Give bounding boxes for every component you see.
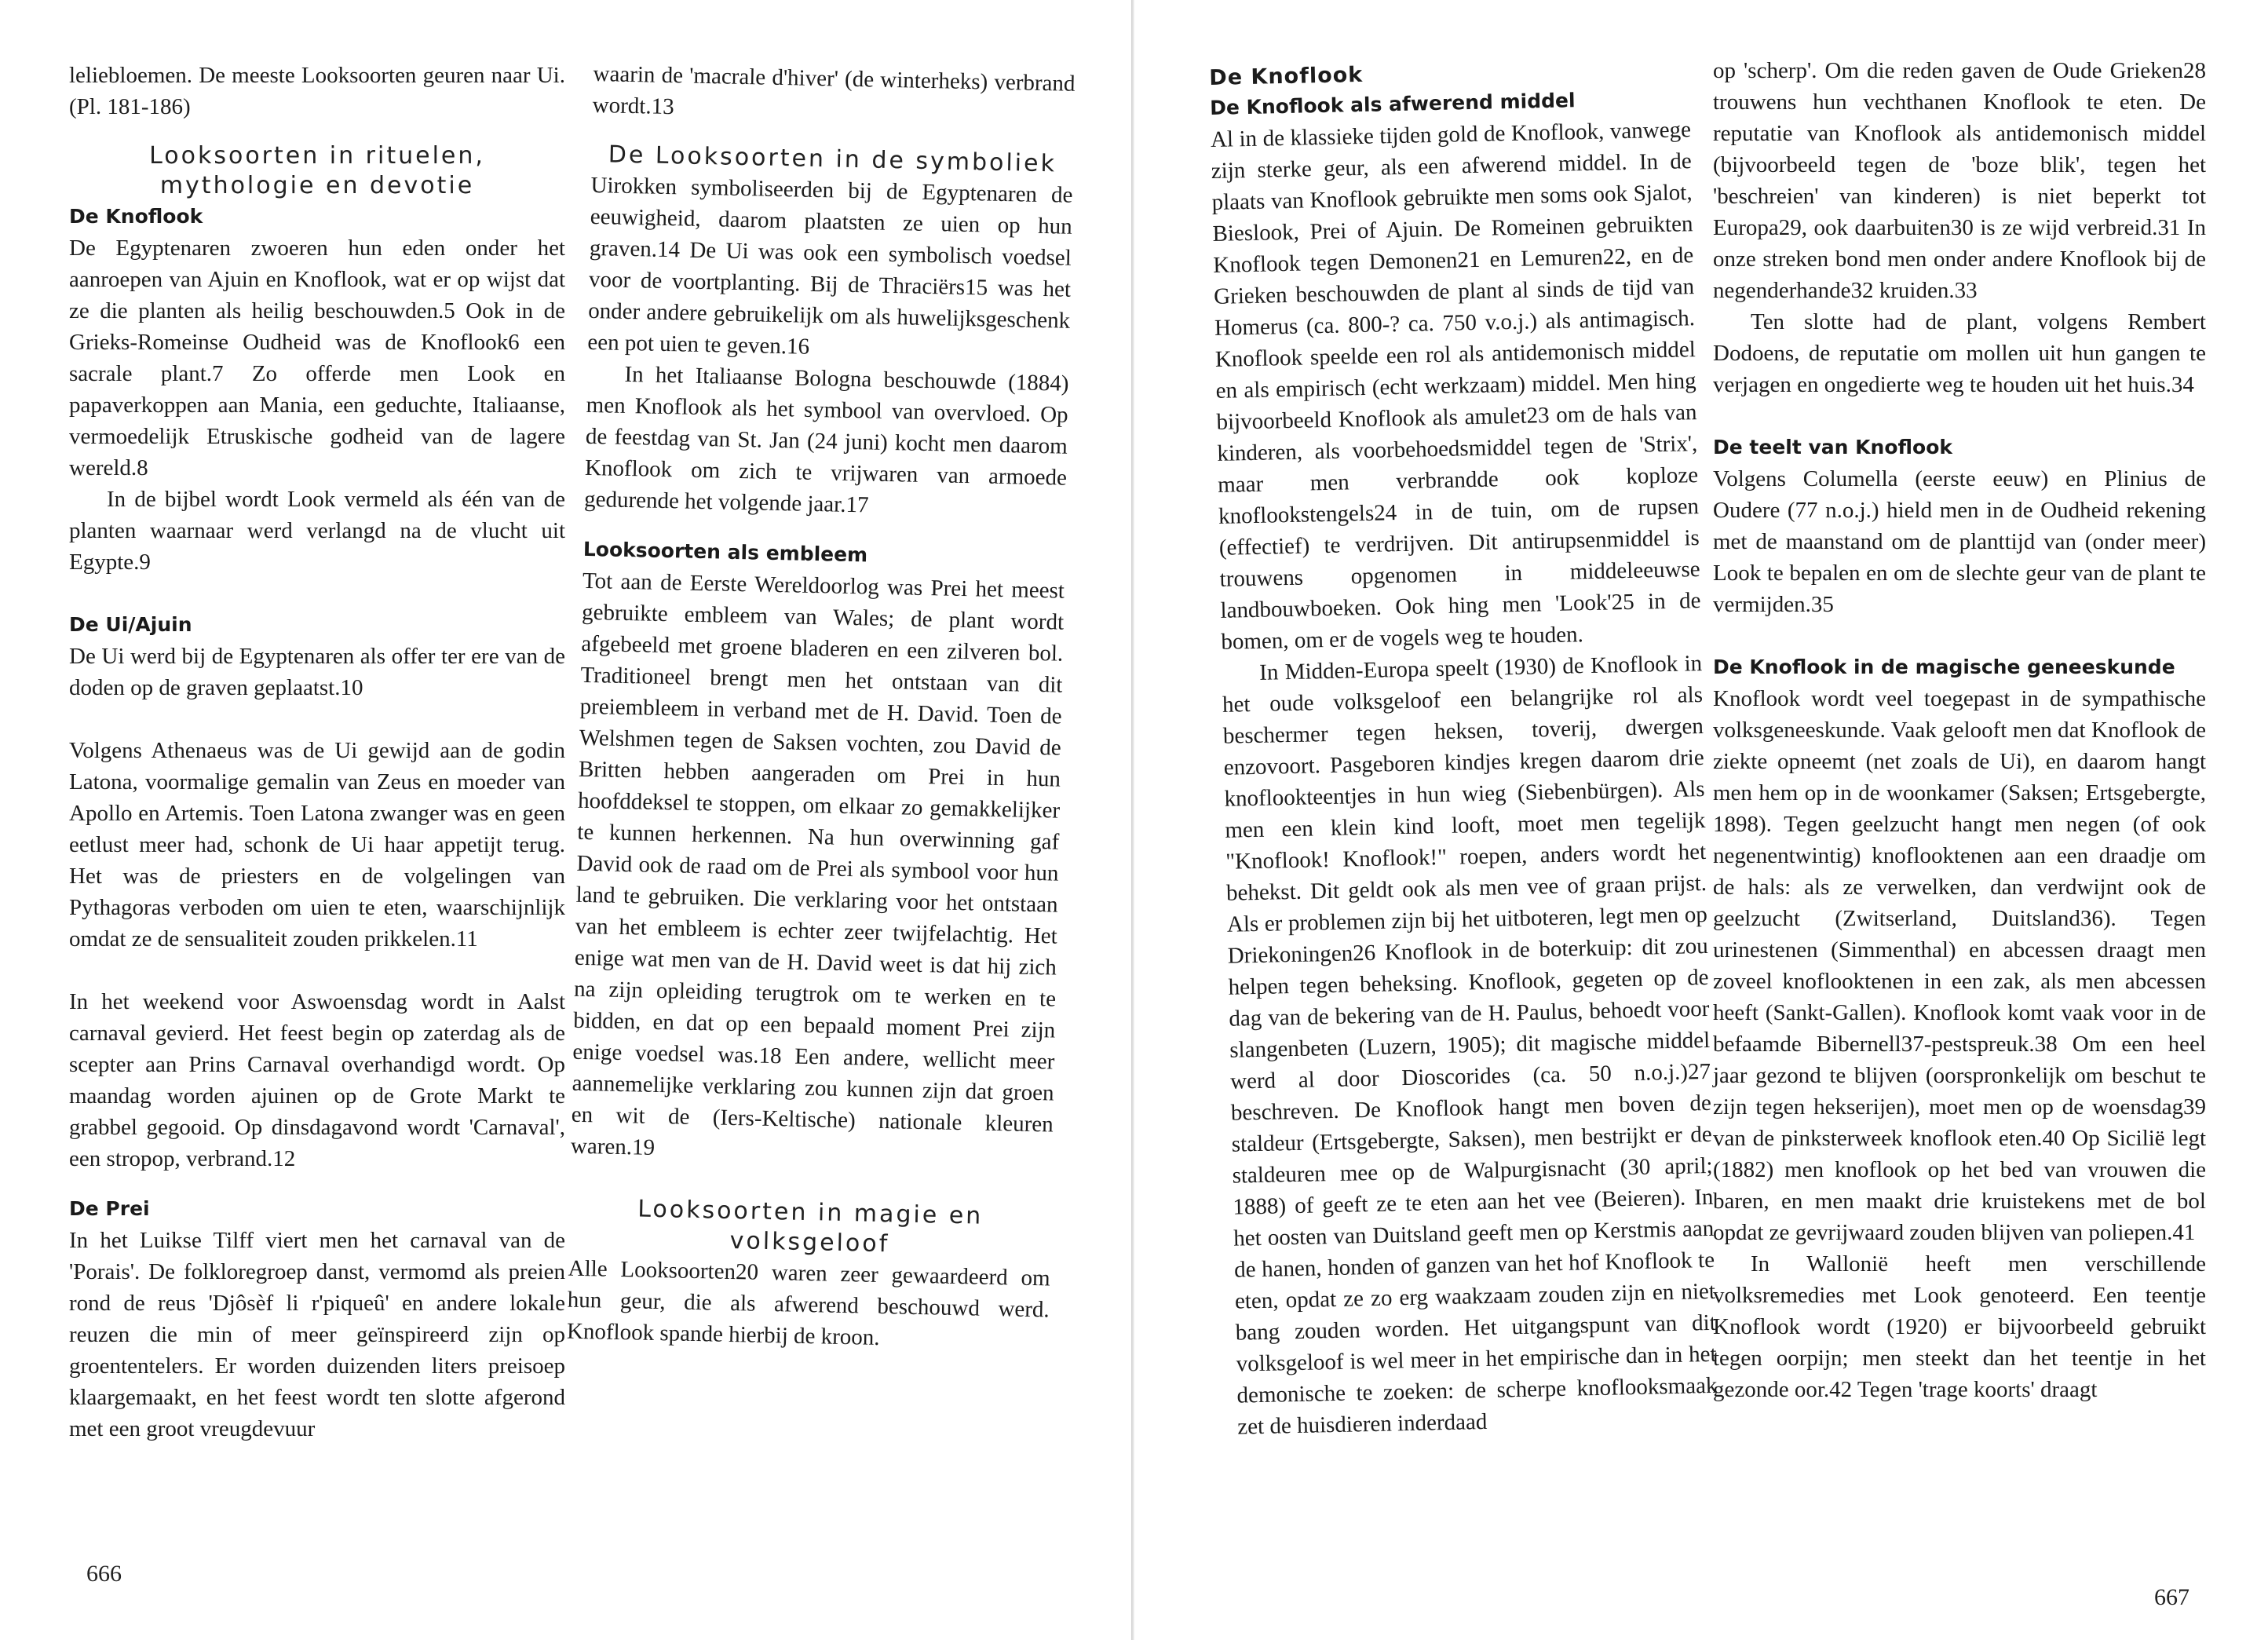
paragraph-afwerend-1: Al in de klassieke tijden gold de Knoflook, vanwege zijn sterke geur, als een afwerend middel. In de plaats van Knoflook gebruikte men soms ook Sjalot, Bieslook, Prei of Ajuin. De Romeinen gebruikten Knoflook tegen Demonen21 en Lemuren22, en de Grieken beschouwden de plant al sinds de tijd van Homerus (ca. 800-? ca. 750 v.o.j.) als antimagisch. Knoflook speelde een rol als antidemonisch middel en als empirisch (echt werkzaam) middel. Men hing bijvoorbeeld Knoflook als amulet23 om de hals van kinderen, als voorbehoedsmiddel tegen de 'Strix', maar men verbrandde ook koploze knoflookstengels24 in de tuin, om de rupsen (effectief) te verdrijven. Dit antirupsenmiddel is trouwens opgenomen in middeleeuwse landbouwboeken. Ook hing men 'Look'25 in de bomen, om er de vogels weg te houden. (1210, 117, 1701, 655)
paragraph-ui-1: De Ui werd bij de Egyptenaren als offer ter ere van de doden op de graven geplaatst.10 (69, 644, 565, 700)
paragraph-knoflook-2: In de bijbel wordt Look vermeld als één van de planten waarnaar werd verlangd na de vlucht uit Egypte.9 (69, 487, 565, 575)
subheading-embleem: Looksoorten als embleem (583, 537, 868, 567)
subheading-knoflook: De Knoflook (69, 205, 203, 228)
section-title-rituelen: Looksoorten in rituelen, mythologie en devotie (149, 142, 485, 199)
right-page-column-1 (1209, 54, 1718, 1442)
paragraph-afwerend-2: In Midden-Europa speelt (1930) de Knoflook in het oude volksgeloof een belangrijke rol als beschermer tegen heksen, toverij, dwergen enzovoort. Pasgeboren kindjes kregen daarom drie knoflookteentjes in hun wieg (Siebenbürgen). Als men een klein kind looft, moet men tegelijk "Knoflook! Knoflook!" roepen, anders wordt het behekst. Dit geldt ook als men vee of graan prijst. Als er problemen zijn bij het uitboteren, legt men op Driekoningen26 Knoflook in de boterkuip: dit zou helpen tegen beheksing. Knoflook, gegeten op de dag van de bekering van de H. Paulus, behoedt voor slangenbeten (Luzern, 1905); dit magische middel werd al door Dioscorides (ca. 50 n.o.j.)27 beschreven. De Knoflook hangt men boven de staldeur (Ertsgebergte, Saksen), men bestrijkt er de staldeuren mee op de Walpurgisnacht (30 april; 1888) of geeft ze te eten aan het vee (Beieren). In het oosten van Duitsland geeft men op Kerstmis aan de hanen, honden of ganzen van het hof Knoflook te eten, opdat ze zo erg waakzaam zouden zijn en niet bang zouden worden. Het uitgangspunt van dit volksgeloof is wel meer in het empirische dan in het demonische te zoeken: de scherpe knoflooksmaak zet de huisdieren inderdaad (1222, 651, 1718, 1440)
column-2-intro: waarin de 'macrale d'hiver' (de winterheks) verbrand wordt.13 (592, 60, 1076, 120)
paragraph-symboliek-2: In het Italiaanse Bologna beschouwde (1884) men Knoflook als het symbool van overvloed. Op de feestdag van St. Jan (24 juni) kocht men daarom Knoflook om zich te vrijwaren van armoede gedurende het volgende jaar.17 (583, 361, 1069, 518)
column-1-intro: leliebloemen. De meeste Looksoorten geuren naar Ui. (Pl. 181-186) (69, 63, 565, 119)
left-page-column-2 (567, 58, 1076, 1357)
paragraph-mollen: Ten slotte had de plant, volgens Rembert Dodoens, de reputatie om mollen uit hun gangen te verjagen en ongedierte weg te houden uit het huis.34 (1713, 309, 2206, 397)
paragraph-symboliek-1: Uirokken symboliseerden bij de Egyptenaren de eeuwigheid, daarom plaatsten ze uien op hun graven.14 De Ui was ook een symbolisch voedsel voor de voortplanting. Bij de Thraciërs15 was het onder andere gebruikelijk om als huwelijksgeschenk een pot uien te geven.16 (587, 172, 1073, 360)
column-4-intro: op 'scherp'. Om die reden gaven de Oude Grieken28 trouwens hun vechthanen Knoflook te eten. De reputatie van Knoflook als antidemonisch middel (bijvoorbeeld tegen de 'boze blik', tegen het 'beschreien' van kinderen) is niet beperkt tot Europa29, ook daarbuiten30 is ze wijd verbreid.31 In onze streken bond men onder andere Knoflook bij de negenderhande32 kruiden.33 (1713, 58, 2206, 303)
subheading-magische-geneeskunde: De Knoflook in de magische geneeskunde (1713, 656, 2175, 678)
paragraph-magisch-2: In Wallonië heeft men verschillende volksremedies met Look genoteerd. Een teentje Knoflook wordt (1920) er bijvoorbeeld gebruikt tegen oorpijn; men steekt dan het teentje in het gezonde oor.42 Tegen 'trage koorts' draagt (1713, 1251, 2206, 1402)
section-title-de-knoflook: De Knoflook (1209, 62, 1364, 90)
subheading-teelt: De teelt van Knoflook (1713, 436, 1953, 458)
section-title-symboliek: De Looksoorten in de symboliek (608, 141, 1057, 178)
paragraph-embleem-1: Tot aan de Eerste Wereldoorlog was Prei het meest gebruikte embleem van Wales; de plant wordt afgebeeld met groene bladeren en een zilveren bol. Traditioneel brengt men het ontstaan van dit preiembleem in verband met de H. David. Toen de Welshmen tegen de Saksen vochten, zou David de Britten hebben aangeraden om Prei in hun hoofddeksel te stoppen, om elkaar zo gemakkelijker te kunnen herkennen. Na hun overwinning gaf David ook de raad om de Prei als symbool voor hun land te gebruiken. Die verklaring voor het ontstaan van het embleem is echter zeer twijfelachtig. Het enige wat men van de H. David weet is dat hij zich na zijn opleiding terugtrok om te werken en te bidden, en dat op een bepaald moment Prei zijn enige voedsel was.18 Een andere, wellicht meer aannemelijke verklaring zou kunnen zijn dat groen en wit de (Iers-Keltische) nationale kleuren waren.19 (570, 568, 1065, 1160)
subheading-ui-ajuin: De Ui/Ajuin (69, 613, 192, 636)
right-page-column-2 (1713, 55, 2206, 1405)
page-number-right: 667 (2154, 1584, 2189, 1610)
subheading-prei: De Prei (69, 1197, 150, 1220)
subheading-afwerend-middel: De Knoflook als afwerend middel (1209, 89, 1576, 119)
section-title-magie: Looksoorten in magie en volksgeloof (637, 1195, 984, 1258)
paragraph-magisch-1: Knoflook wordt veel toegepast in de sympathische volksgeneeskunde. Vaak gelooft men dat Knoflook de ziekte opneemt (net zoals de Ui), en daarom hangt men hem op in de woonkamer (Saksen; Ertsgebergte, 1898). Tegen geelzucht hangt men negen (of ook negenentwintig) knoflooktenen aan een draadje om de hals: als ze verwelken, dan verdwijnt ook de geelzucht (Zwitserland, Duitsland36). Tegen urinestenen (Simmenthal) en abcessen draagt men zoveel knoflooktenen in een zak, als men abcessen heeft (Sankt-Gallen). Knoflook komt vaak voor in de befaamde Bibernell37-pestspreuk.38 Om een heel jaar gezond te blijven (oorspronkelijk om beschut te zijn tegen hekserijen), moet men op de woensdag39 van de pinksterweek knoflook eten.40 Op Sicilië legt (1882) men knoflook op het bed van vrouwen die baren, en men maakt drie kruistekens met de bol opdat ze gevrijwaard zouden blijven van poliepen.41 (1713, 686, 2206, 1245)
paragraph-knoflook-1: De Egyptenaren zwoeren hun eden onder het aanroepen van Ajuin en Knoflook, wat er op wijst dat ze die planten als heilig beschouwden.5 Ook in de Grieks-Romeinse Oudheid was de Knoflook6 een sacrale plant.7 Zo offerde men Look en papaverkoppen aan Mania, een geduchte, Italiaanse, vermoedelijk Etruskische godheid van de lagere wereld.8 (69, 236, 565, 480)
paragraph-teelt-1: Volgens Columella (eerste eeuw) en Plinius de Oudere (77 n.o.j.) hield men in de Oudheid rekening met de maanstand om de planttijd van (onder meer) Look te bepalen en om de slechte geur van de plant te vermijden.35 (1713, 466, 2206, 617)
paragraph-ui-2: Volgens Athenaeus was de Ui gewijd aan de godin Latona, voormalige gemalin van Zeus en moeder van Apollo en Artemis. Toen Latona zwanger was en geen eetlust meer had, schonk de Ui haar appetijt terug. Het was de priesters en de volgelingen van Pythagoras verboden om uien te eten, waarschijnlijk omdat ze de sensualiteit zouden prikkelen.11 (69, 738, 565, 951)
right-page (1134, 0, 2268, 1640)
paragraph-prei-1: In het Luikse Tilff viert men het carnaval van de 'Porais'. De folkloregroep danst, vermomd als preien rond de reus 'Djôsèf li r'piqueû' en andere lokale reuzen die min of meer geïnspireerd zijn op groententelers. Er worden duizenden liters preisoep klaargemaakt, en het feest wordt ten slotte afgerond met een groot vreugdevuur (69, 1228, 565, 1441)
left-page-column-1 (69, 60, 565, 1445)
paragraph-ui-3: In het weekend voor Aswoensdag wordt in Aalst carnaval gevierd. Het feest begin op zaterdag als de scepter aan Prins Carnaval overhandigd wordt. Op maandag worden ajuinen op de Grote Markt te grabbel gegooid. Op dinsdagavond wordt 'Carnaval', een stropop, verbrand.12 (69, 989, 565, 1171)
page-number-left: 666 (86, 1561, 122, 1587)
paragraph-magie-1: Alle Looksoorten20 waren zeer gewaardeerd om hun geur, die als afwerend beschouwd werd. Knoflook spande hierbij de kroon. (566, 1255, 1050, 1350)
